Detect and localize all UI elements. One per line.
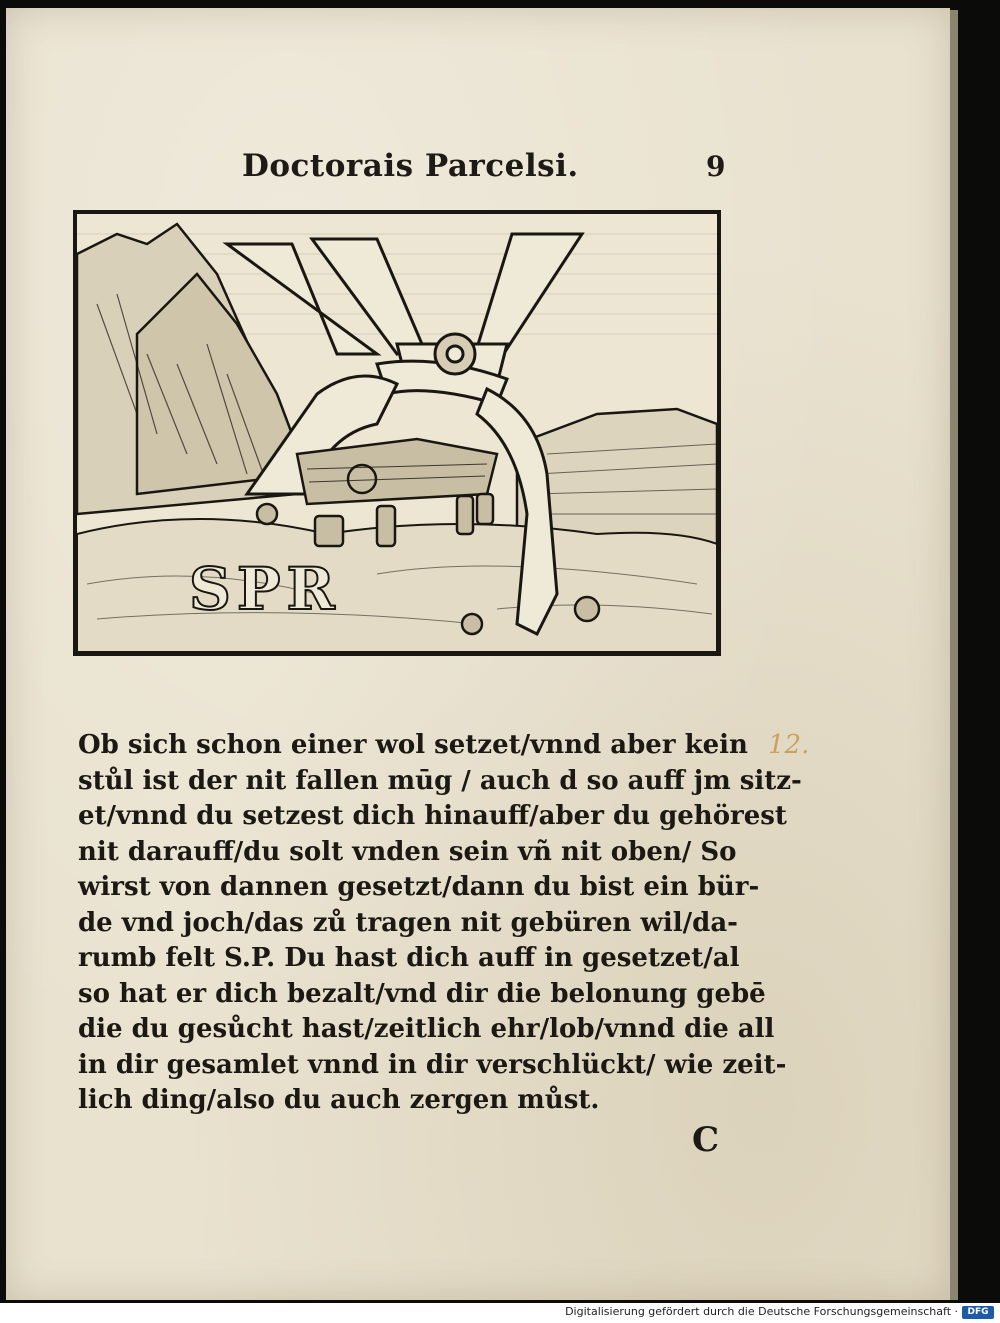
text-line: et/vnnd du setzest dich hinauff/aber du gehörest [78,801,787,831]
book-page [6,8,950,1300]
text-line: stůl ist der nit fallen mūg / auch d so auff jm sitz- [78,765,802,796]
page-header [6,148,950,198]
footer-credit: Digitalisierung gefördert durch die Deutsche Forschungsgemeinschaft · [565,1305,958,1318]
catchword: C [692,1120,720,1160]
running-title: Doctorais Parcelsi. [242,148,579,184]
text-line: so hat er dich bezalt/vnd dir die belonung gebē [78,978,766,1009]
text-line: de vnd joch/das zů tragen nit gebüren wil/da- [78,907,738,938]
margin-note: 12. [768,730,810,760]
page-number: 9 [706,150,726,183]
dfg-logo: DFG [962,1306,994,1319]
y-figure-knot [435,334,475,374]
ground [77,519,717,652]
text-line: lich ding/also du auch zergen můst. [78,1085,600,1115]
text-line: die du gesůcht hast/zeitlich ehr/lob/vnnd die all [78,1014,775,1044]
text-line: Ob sich schon einer wol setzet/vnnd aber kein [78,730,748,760]
text-line: nit darauff/du solt vnden sein vñ nit oben/ So [78,836,737,867]
woodcut-illustration [73,210,721,656]
text-line: wirst von dannen gesetzt/dann du bist ein bür- [78,872,760,902]
footer-bar [0,1303,1000,1323]
text-line: in dir gesamlet vnnd in dir verschlückt/ wie zeit- [78,1049,787,1080]
text-line: rumb felt S.P. Du hast dich auff in gesetzet/al [78,943,740,973]
woodcut-inscription: SPR [189,555,341,623]
